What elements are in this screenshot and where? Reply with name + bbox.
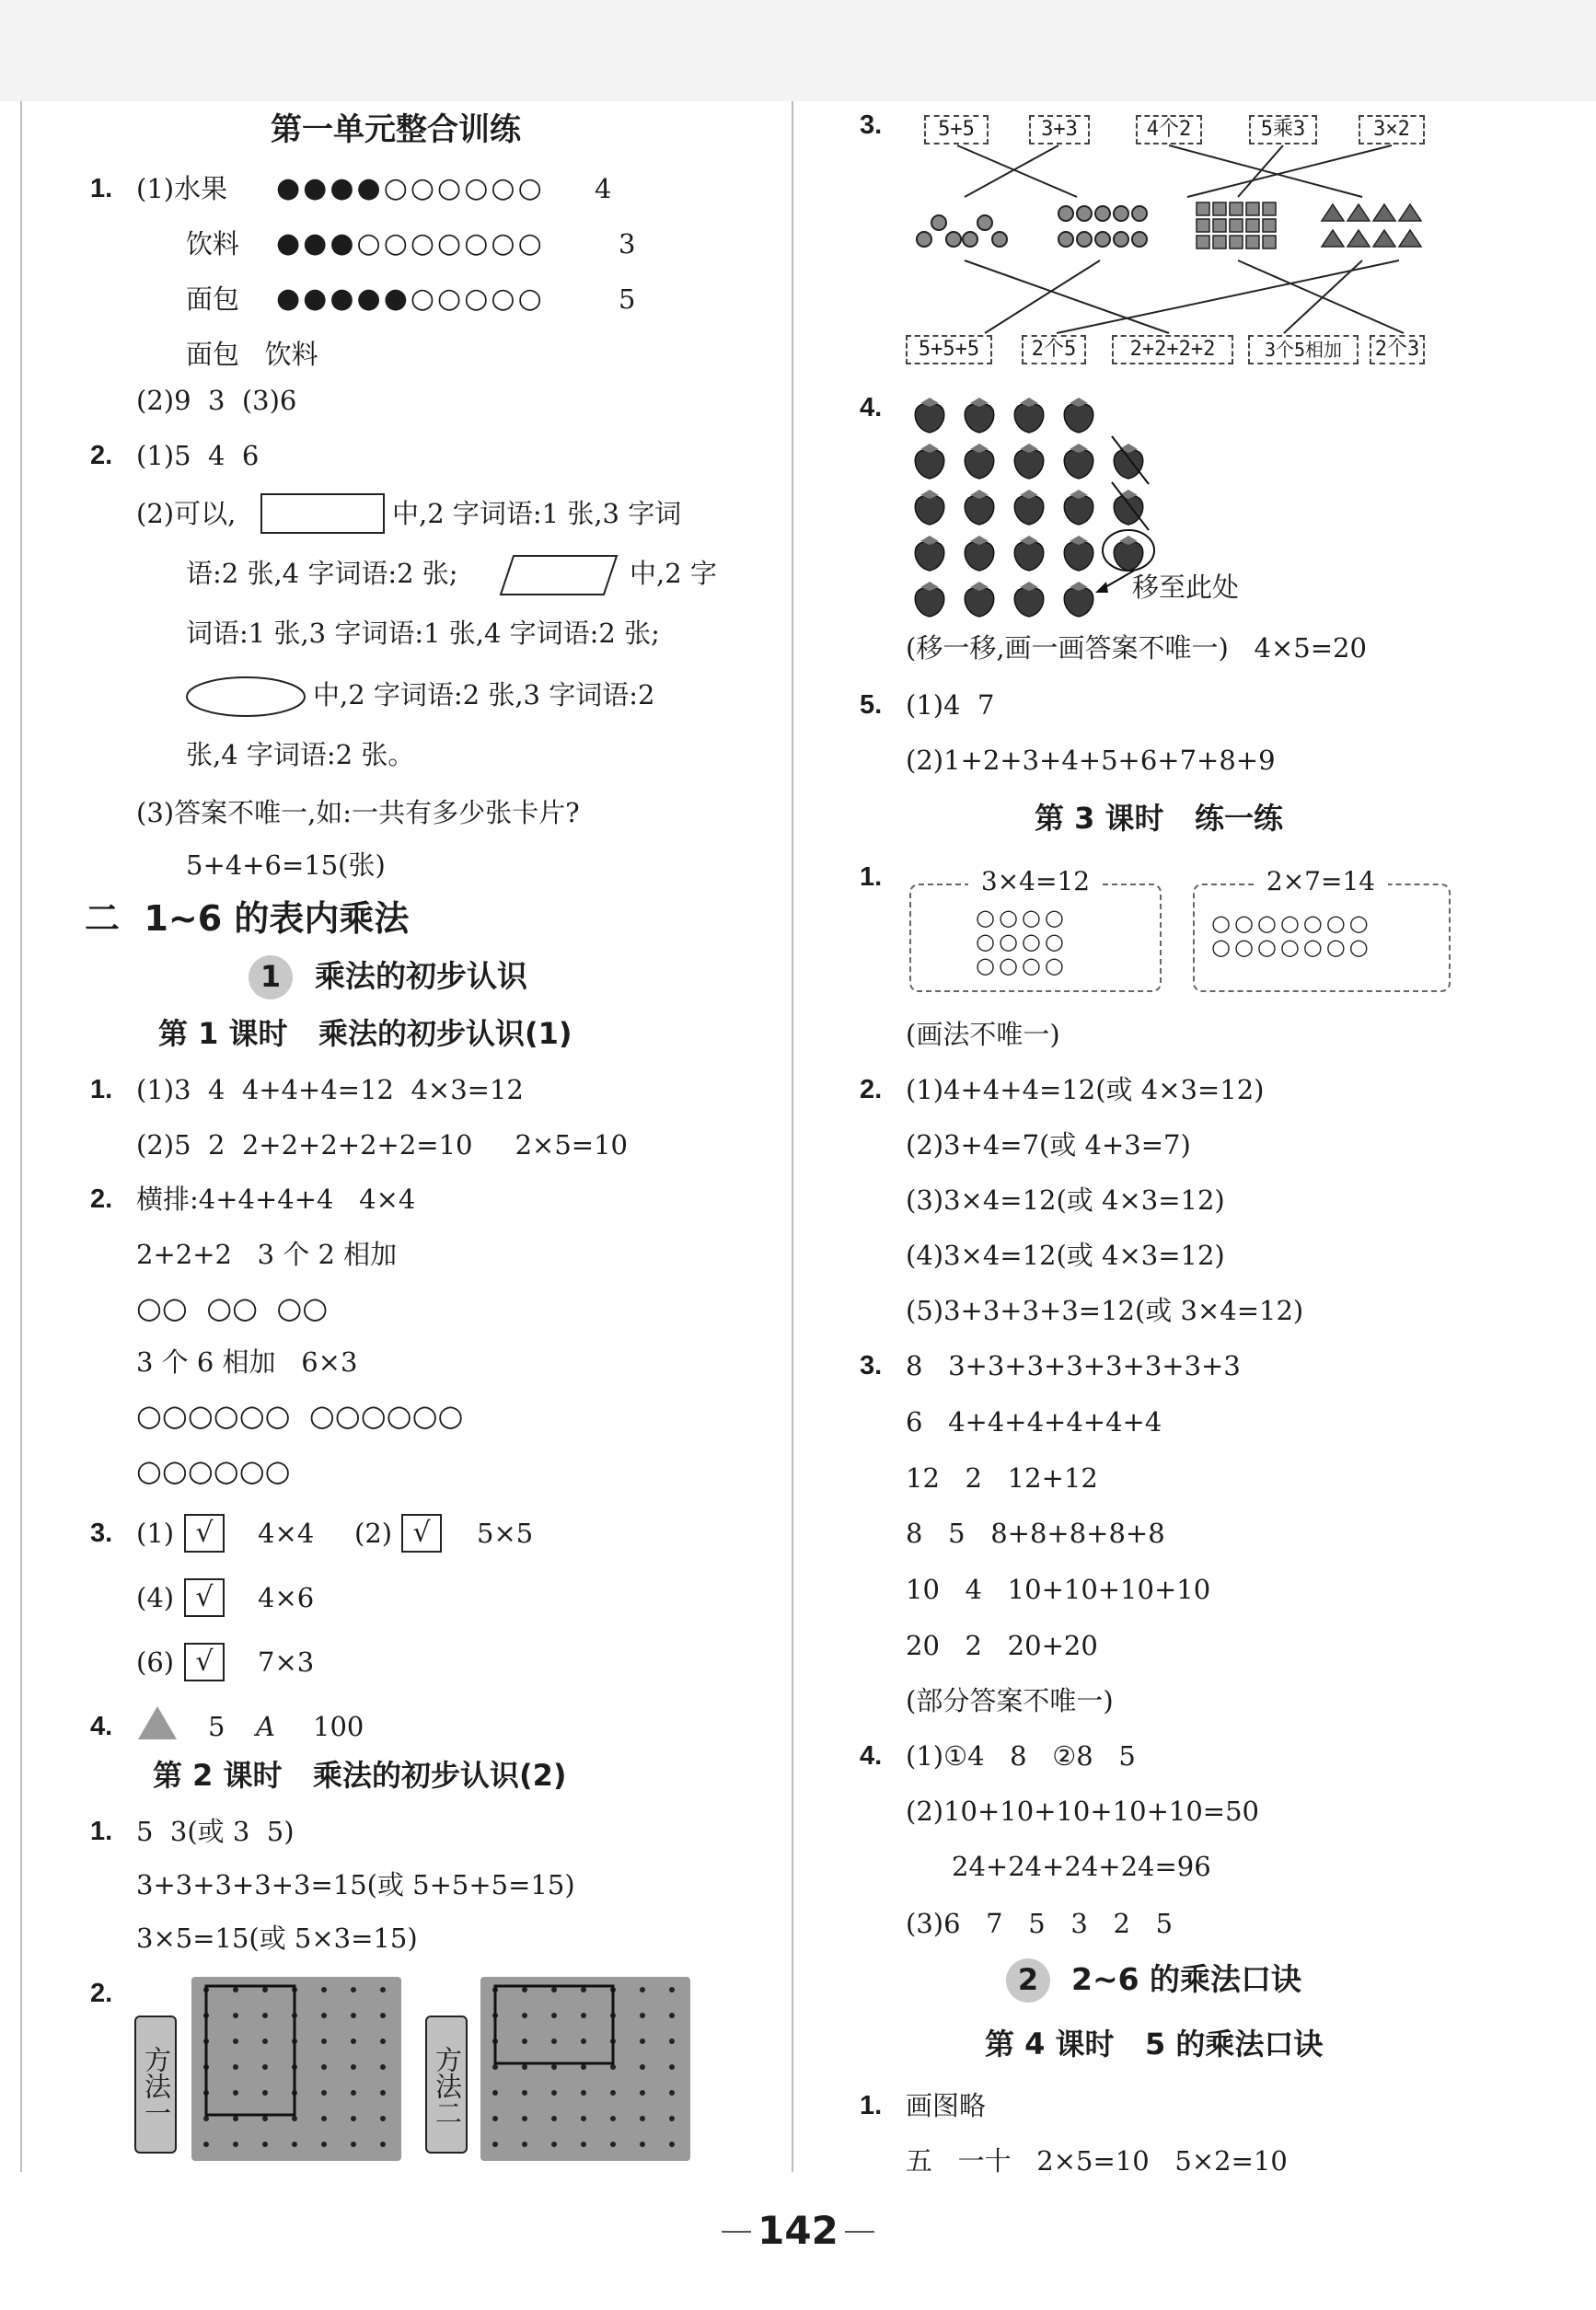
- lesson2-title: 第 2 课时 乘法的初步认识(2): [153, 1758, 567, 1793]
- strawberry-icon: [1114, 536, 1143, 571]
- bottom-box-2: 2个5: [1022, 335, 1086, 364]
- l1q3-p2-label: (2): [354, 1518, 393, 1549]
- l1q1-a: (1)3 4 4+4+4=12 4×3=12: [136, 1074, 524, 1105]
- arrow-head: [1095, 582, 1108, 593]
- l3q3-line-1: 8 3+3+3+3+3+3+3+3: [906, 1350, 1241, 1381]
- grid-dot: [380, 2090, 386, 2096]
- q2-p3-equation: 5+4+6=15(张): [186, 849, 386, 881]
- q2-p2-a: 中,2 字词语:1 张,3 字词: [392, 498, 682, 529]
- grid-dot: [669, 2013, 675, 2018]
- bottom-box-3: 2+2+2+2: [1112, 335, 1233, 364]
- chapter-title: 二 1~6 的表内乘法: [85, 898, 410, 939]
- top-box-2: 3+3: [1029, 115, 1090, 144]
- matching-lines: [0, 0, 1596, 368]
- grid-dot: [669, 2039, 675, 2044]
- r-q5-number: 5.: [860, 690, 883, 720]
- l3q1-box2-circles: ○○○○○○○ ○○○○○○○: [1211, 910, 1372, 960]
- q2-p2-lead: (2)可以,: [136, 498, 237, 529]
- l3q4-a: (1)①4 8 ②8 5: [906, 1740, 1136, 1772]
- grid-rectangle: [206, 1986, 295, 2115]
- grid-dot: [351, 2142, 356, 2147]
- r-q5-a: (1)4 7: [906, 689, 995, 721]
- l3q3-line-5: 10 4 10+10+10+10: [906, 1574, 1211, 1605]
- section1-title: 乘法的初步认识: [315, 958, 527, 994]
- grid-dot: [262, 2013, 268, 2018]
- grid-dot: [233, 2039, 238, 2044]
- grid-dot: [551, 2116, 557, 2121]
- unit-title: 第一单元整合训练: [271, 111, 521, 148]
- grid-dot: [380, 1987, 386, 1992]
- l1q2-e: ○○○○○○ ○○○○○○: [136, 1398, 464, 1433]
- grid-dot: [610, 2090, 616, 2096]
- grid-dot: [351, 2039, 356, 2044]
- strawberry-icon: [915, 582, 944, 617]
- l1q4-c: 100: [313, 1711, 364, 1742]
- grid-dot: [233, 2013, 238, 2018]
- lesson4-title: 第 4 课时 5 的乘法口诀: [985, 2027, 1324, 2062]
- grid-dot: [203, 2116, 209, 2121]
- strawberry-icon: [915, 444, 944, 479]
- l2q1-b: 3+3+3+3+3=15(或 5+5+5=15): [136, 1869, 575, 1900]
- rectangle-shape: [260, 493, 385, 534]
- q2-number: 2.: [90, 441, 113, 470]
- strawberry-icon: [915, 536, 944, 571]
- triangle-icon: [136, 1704, 179, 1741]
- grid-dot: [262, 2064, 268, 2070]
- l1q3-number: 3.: [90, 1519, 113, 1548]
- q2-p3: (3)答案不唯一,如:一共有多少张卡片?: [136, 797, 580, 828]
- grid-dot: [262, 2116, 268, 2121]
- strawberry-icon: [1014, 444, 1044, 479]
- grid-dot: [262, 2090, 268, 2096]
- strawberry-icon: [1114, 490, 1143, 525]
- r-q4-note: 移至此处: [1132, 572, 1240, 603]
- grid-dot: [351, 2013, 356, 2018]
- grid-dot: [262, 2142, 268, 2147]
- grid-dot: [581, 2116, 586, 2121]
- l3q3-line-4: 8 5 8+8+8+8+8: [906, 1518, 1165, 1549]
- dot-grid-1-marks: [191, 1977, 401, 2161]
- grid-dot: [522, 2116, 527, 2121]
- grid-dot: [233, 1987, 238, 1992]
- l1q1-b: (2)5 2 2+2+2+2+2=10 2×5=10: [136, 1129, 628, 1161]
- checkbox-2: √: [401, 1514, 442, 1553]
- grid-dot: [492, 2064, 498, 2070]
- grid-dot: [640, 2142, 645, 2147]
- l1q3-p2-value: 5×5: [477, 1518, 534, 1549]
- grid-dot: [351, 2064, 356, 2070]
- page-number-dash-right: [845, 2231, 874, 2233]
- checkbox-6: √: [184, 1643, 225, 1681]
- strawberry-icon: [1064, 398, 1093, 433]
- strawberry-icon: [965, 582, 994, 617]
- q2-p1: (1)5 4 6: [136, 440, 260, 471]
- page-number-dash-left: [722, 2231, 751, 2233]
- q1-row3-count: 5: [619, 283, 636, 315]
- l3q3-line-2: 6 4+4+4+4+4+4: [906, 1406, 1162, 1438]
- grid-dot: [380, 2039, 386, 2044]
- grid-dot: [321, 1987, 327, 1992]
- grid-dot: [292, 2116, 297, 2121]
- grid-dot: [233, 2116, 238, 2121]
- grid-dot: [522, 2013, 527, 2018]
- grid-dot: [610, 2064, 616, 2070]
- r-q3-number: 3.: [860, 110, 883, 140]
- grid-dot: [380, 2116, 386, 2121]
- oval-shape: [184, 674, 308, 720]
- q1-row2-circles: ●●●○○○○○○○: [276, 227, 545, 260]
- r-q4-number: 4.: [860, 393, 883, 422]
- method2-label: 方法二: [432, 2045, 463, 2126]
- checkbox-4: √: [184, 1578, 225, 1617]
- grid-dot: [551, 2090, 557, 2096]
- l1q2-number: 2.: [90, 1184, 113, 1214]
- l1q2-d: 3 个 6 相加 6×3: [136, 1346, 358, 1378]
- grid-dot: [551, 2142, 557, 2147]
- grid-dot: [262, 2039, 268, 2044]
- strawberry-icon: [915, 398, 944, 433]
- grid-dot: [203, 2142, 209, 2147]
- l3q3-number: 3.: [860, 1351, 883, 1380]
- grid-dot: [581, 2142, 586, 2147]
- strawberry-icon: [1064, 582, 1093, 617]
- grid-dot: [551, 1987, 557, 1992]
- grid-dot: [640, 2039, 645, 2044]
- grid-dot: [492, 2116, 498, 2121]
- left-margin-line: [20, 101, 22, 2172]
- l3q1-number: 1.: [860, 862, 883, 892]
- q2-p2-e: 张,4 字词语:2 张。: [186, 739, 415, 770]
- l2q2-number: 2.: [90, 1979, 113, 2008]
- q1-answer-line: 面包 饮料: [186, 339, 318, 370]
- lesson3-title: 第 3 课时 练一练: [1035, 801, 1283, 836]
- strawberry-icon: [1064, 444, 1093, 479]
- q1-row3-circles: ●●●●●○○○○○: [276, 283, 545, 315]
- grid-dot: [640, 2116, 645, 2121]
- r-q5-b: (2)1+2+3+4+5+6+7+8+9: [906, 745, 1276, 776]
- grid-dot: [351, 2090, 356, 2096]
- lesson1-title: 第 1 课时 乘法的初步认识(1): [158, 1016, 572, 1051]
- l1q3-p4-value: 4×6: [258, 1582, 315, 1613]
- bottom-box-5: 2个3: [1370, 335, 1425, 364]
- grid-dot: [492, 2142, 498, 2147]
- l3q1-box2-label: 2×7=14: [1254, 865, 1388, 898]
- grid-dot: [380, 2064, 386, 2070]
- strawberry-icon: [965, 536, 994, 571]
- l1q3-p1-label: (1): [136, 1518, 175, 1549]
- grid-dot: [321, 2116, 327, 2121]
- l3q4-d: (3)6 7 5 3 2 5: [906, 1908, 1174, 1939]
- l2q1-number: 1.: [90, 1817, 113, 1846]
- strawberry-icon: [1014, 536, 1044, 571]
- strawberry-icon: [1064, 536, 1093, 571]
- q2-p2-c: 词语:1 张,3 字词语:1 张,4 字词语:2 张;: [186, 618, 660, 649]
- grid-dot: [380, 2142, 386, 2147]
- strawberry-icon: [1014, 490, 1044, 525]
- l3q3-line-7: (部分答案不唯一): [906, 1685, 1114, 1716]
- grid-dot: [551, 2064, 557, 2070]
- grid-dot: [522, 2090, 527, 2096]
- bottom-box-1: 5+5+5: [906, 335, 992, 364]
- l3q1-note: (画法不唯一): [906, 1019, 1060, 1050]
- l3q2-line-5: (5)3+3+3+3=12(或 3×4=12): [906, 1295, 1304, 1326]
- grid-dot: [640, 1987, 645, 1992]
- grid-dot: [669, 2116, 675, 2121]
- q1-row2-label: 饮料: [186, 228, 240, 260]
- grid-dot: [640, 2013, 645, 2018]
- grid-dot: [581, 2090, 586, 2096]
- l1q2-f: ○○○○○○: [136, 1453, 291, 1488]
- q2-p2-b-pre: 语:2 张,4 字词语:2 张;: [186, 558, 458, 589]
- section2-number: 2: [1017, 1962, 1039, 1997]
- dot-grid-2-marks: [480, 1977, 690, 2161]
- top-box-3: 4个2: [1136, 115, 1202, 144]
- q1-row1-label: (1)水果: [136, 173, 228, 204]
- parallelogram-shape: [497, 552, 621, 598]
- page-number: 142: [758, 2208, 838, 2253]
- grid-dot: [233, 2064, 238, 2070]
- grid-dot: [669, 2064, 675, 2070]
- bottom-box-4: 3个5相加: [1248, 335, 1359, 364]
- l4q1-a: 画图略: [906, 2090, 987, 2121]
- section1-number: 1: [260, 959, 282, 994]
- l1q1-number: 1.: [90, 1075, 113, 1104]
- grid-dot: [321, 2142, 327, 2147]
- l1q2-b: 2+2+2 3 个 2 相加: [136, 1239, 398, 1270]
- top-box-1: 5+5: [924, 115, 989, 144]
- l3q4-number: 4.: [860, 1741, 883, 1771]
- q1-row3-label: 面包: [186, 283, 240, 315]
- grid-dot: [551, 2013, 557, 2018]
- l3q3-line-3: 12 2 12+12: [906, 1462, 1098, 1494]
- grid-dot: [640, 2064, 645, 2070]
- l1q3-p6-label: (6): [136, 1646, 175, 1678]
- grid-dot: [581, 2064, 586, 2070]
- q2-p2-b-post: 中,2 字: [630, 558, 717, 589]
- top-box-4: 5乘3: [1249, 115, 1317, 144]
- l1q3-p1-value: 4×4: [258, 1518, 315, 1549]
- strawberry-icon: [1064, 490, 1093, 525]
- q2-p2-d: 中,2 字词语:2 张,3 字词语:2: [313, 679, 655, 710]
- top-box-5: 3×2: [1359, 115, 1425, 144]
- l1q3-p4-label: (4): [136, 1582, 175, 1613]
- l3q2-line-3: (3)3×4=12(或 4×3=12): [906, 1184, 1225, 1216]
- l3q2-line-4: (4)3×4=12(或 4×3=12): [906, 1240, 1225, 1271]
- section2-title: 2~6 的乘法口诀: [1071, 1961, 1302, 1997]
- l1q4-number: 4.: [90, 1712, 113, 1741]
- q1-row1-count: 4: [595, 173, 612, 204]
- grid-dot: [321, 2090, 327, 2096]
- grid-dot: [522, 2142, 527, 2147]
- l3q1-box1-circles: ○○○○ ○○○○ ○○○○: [976, 905, 1068, 978]
- grid-dot: [492, 2090, 498, 2096]
- l4q1-number: 1.: [860, 2091, 883, 2120]
- q1-number: 1.: [90, 174, 113, 203]
- grid-dot: [610, 2142, 616, 2147]
- l2q1-c: 3×5=15(或 5×3=15): [136, 1923, 418, 1954]
- q1-row2-count: 3: [619, 228, 636, 260]
- grid-dot: [581, 1987, 586, 1992]
- column-divider: [792, 101, 793, 2172]
- grid-dot: [321, 2013, 327, 2018]
- l1q3-p6-value: 7×3: [258, 1646, 315, 1678]
- grid-dot: [321, 2039, 327, 2044]
- grid-dot: [233, 2090, 238, 2096]
- grid-dot: [351, 1987, 356, 1992]
- grid-dot: [351, 2116, 356, 2121]
- grid-dot: [292, 2142, 297, 2147]
- l3q4-c: 24+24+24+24=96: [952, 1851, 1211, 1882]
- strawberry-icon: [965, 398, 994, 433]
- grid-rectangle: [495, 1986, 613, 2063]
- l3q2-number: 2.: [860, 1075, 883, 1104]
- grid-dot: [522, 1987, 527, 1992]
- grid-dot: [581, 2039, 586, 2044]
- l3q3-line-6: 20 2 20+20: [906, 1630, 1098, 1661]
- strawberry-icon: [1114, 444, 1143, 479]
- checkbox-1: √: [184, 1514, 225, 1553]
- l2q1-a: 5 3(或 3 5): [136, 1816, 295, 1847]
- strawberry-icon: [1014, 582, 1044, 617]
- l1q2-c: ○○ ○○ ○○: [136, 1290, 329, 1325]
- strawberry-icon: [965, 490, 994, 525]
- l4q1-b: 五 一十 2×5=10 5×2=10: [906, 2145, 1288, 2177]
- grid-dot: [610, 2116, 616, 2121]
- q1-row1-circles: ●●●●○○○○○○: [276, 172, 545, 204]
- strawberry-icon: [965, 444, 994, 479]
- l3q2-line-1: (1)4+4+4=12(或 4×3=12): [906, 1074, 1265, 1105]
- grid-dot: [522, 2039, 527, 2044]
- grid-dot: [669, 2142, 675, 2147]
- grid-dot: [640, 2090, 645, 2096]
- l1q4-a: 5: [208, 1711, 226, 1742]
- grid-dot: [669, 1987, 675, 1992]
- r-q4-answer: (移一移,画一画答案不唯一) 4×5=20: [906, 632, 1367, 664]
- l1q2-a: 横排:4+4+4+4 4×4: [136, 1184, 416, 1215]
- l3q2-line-2: (2)3+4=7(或 4+3=7): [906, 1129, 1191, 1161]
- grid-dot: [262, 1987, 268, 1992]
- grid-dot: [321, 2064, 327, 2070]
- l3q4-b: (2)10+10+10+10+10=50: [906, 1796, 1259, 1827]
- method1-label: 方法一: [141, 2045, 172, 2126]
- grid-dot: [551, 2039, 557, 2044]
- grid-dot: [581, 2013, 586, 2018]
- q1-part23: (2)9 3 (3)6: [136, 385, 297, 416]
- l1q4-b: A: [256, 1711, 275, 1742]
- grid-dot: [380, 2013, 386, 2018]
- strawberry-icon: [915, 490, 944, 525]
- grid-dot: [669, 2090, 675, 2096]
- l3q1-box1-label: 3×4=12: [968, 865, 1103, 898]
- grid-dot: [233, 2142, 238, 2147]
- strawberry-icon: [1014, 398, 1044, 433]
- grid-dot: [522, 2064, 527, 2070]
